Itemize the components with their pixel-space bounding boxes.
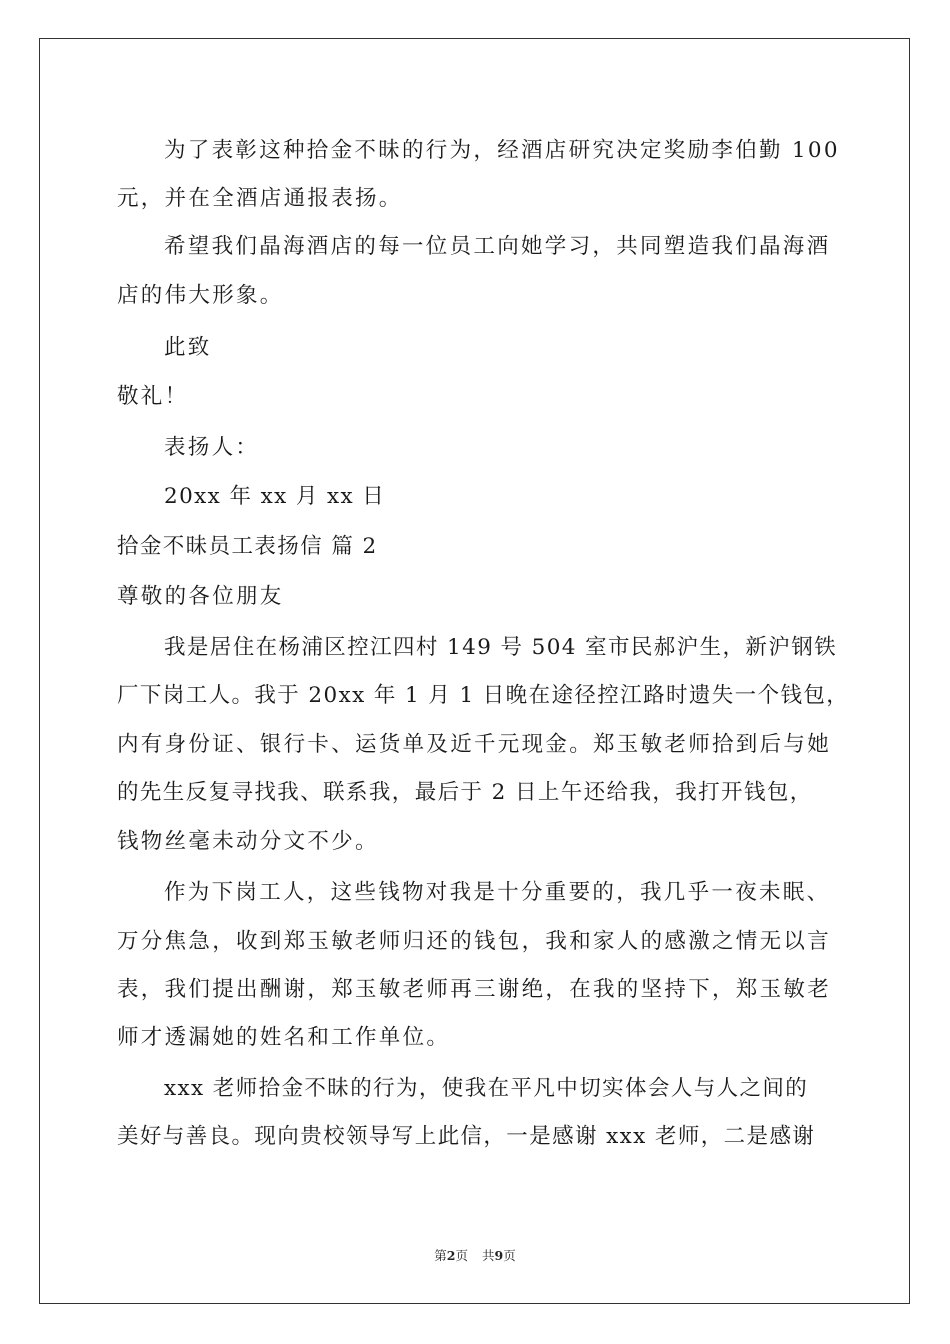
paragraph-line: 表，我们提出酬谢，郑玉敏老师再三谢绝，在我的坚持下，郑玉敏老	[117, 977, 832, 1002]
paragraph-line: 的先生反复寻找我、联系我，最后于 2 日上午还给我，我打开钱包，	[117, 780, 813, 805]
paragraph-line: 为了表彰这种拾金不昧的行为，经酒店研究决定奖励李伯勤 100	[164, 138, 840, 163]
paragraph-line: 希望我们晶海酒店的每一位员工向她学习，共同塑造我们晶海酒	[164, 234, 831, 259]
paragraph-line: 元，并在全酒店通报表扬。	[117, 186, 403, 211]
paragraph-line: 我是居住在杨浦区控江四村 149 号 504 室市民郝沪生，新沪钢铁	[164, 635, 838, 660]
page-number: 2	[446, 1248, 456, 1263]
signature-label: 表扬人：	[164, 435, 260, 460]
paragraph-line: 作为下岗工人，这些钱物对我是十分重要的，我几乎一夜未眠、	[164, 880, 831, 905]
page-prefix: 第	[434, 1248, 447, 1263]
closing-salutation: 此致	[164, 335, 212, 360]
paragraph-line: 师才透漏她的姓名和工作单位。	[117, 1025, 451, 1050]
total-suffix: 页	[503, 1248, 516, 1263]
date-line: 20xx 年 xx 月 xx 日	[164, 484, 386, 509]
total-pages: 9	[494, 1248, 504, 1263]
page-footer	[0, 1246, 950, 1264]
paragraph-line: 美好与善良。现向贵校领导写上此信，一是感谢 xxx 老师，二是感谢	[117, 1124, 816, 1149]
paragraph-line: xxx 老师拾金不昧的行为，使我在平凡中切实体会人与人之间的	[164, 1076, 809, 1101]
section-heading: 拾金不昧员工表扬信 篇 2	[117, 534, 378, 559]
page-border	[39, 38, 910, 1304]
paragraph-line: 内有身份证、银行卡、运货单及近千元现金。郑玉敏老师拾到后与她	[117, 732, 832, 757]
total-prefix: 共	[482, 1248, 495, 1263]
paragraph-line: 钱物丝毫未动分文不少。	[117, 829, 379, 854]
paragraph-line: 万分焦急，收到郑玉敏老师归还的钱包，我和家人的感激之情无以言	[117, 929, 832, 954]
page-suffix: 页	[455, 1248, 468, 1263]
greeting-line: 尊敬的各位朋友	[117, 584, 284, 609]
closing-respect: 敬礼！	[117, 384, 189, 409]
paragraph-line: 店的伟大形象。	[117, 283, 284, 308]
paragraph-line: 厂下岗工人。我于 20xx 年 1 月 1 日晚在途径控江路时遗失一个钱包，	[117, 683, 850, 708]
